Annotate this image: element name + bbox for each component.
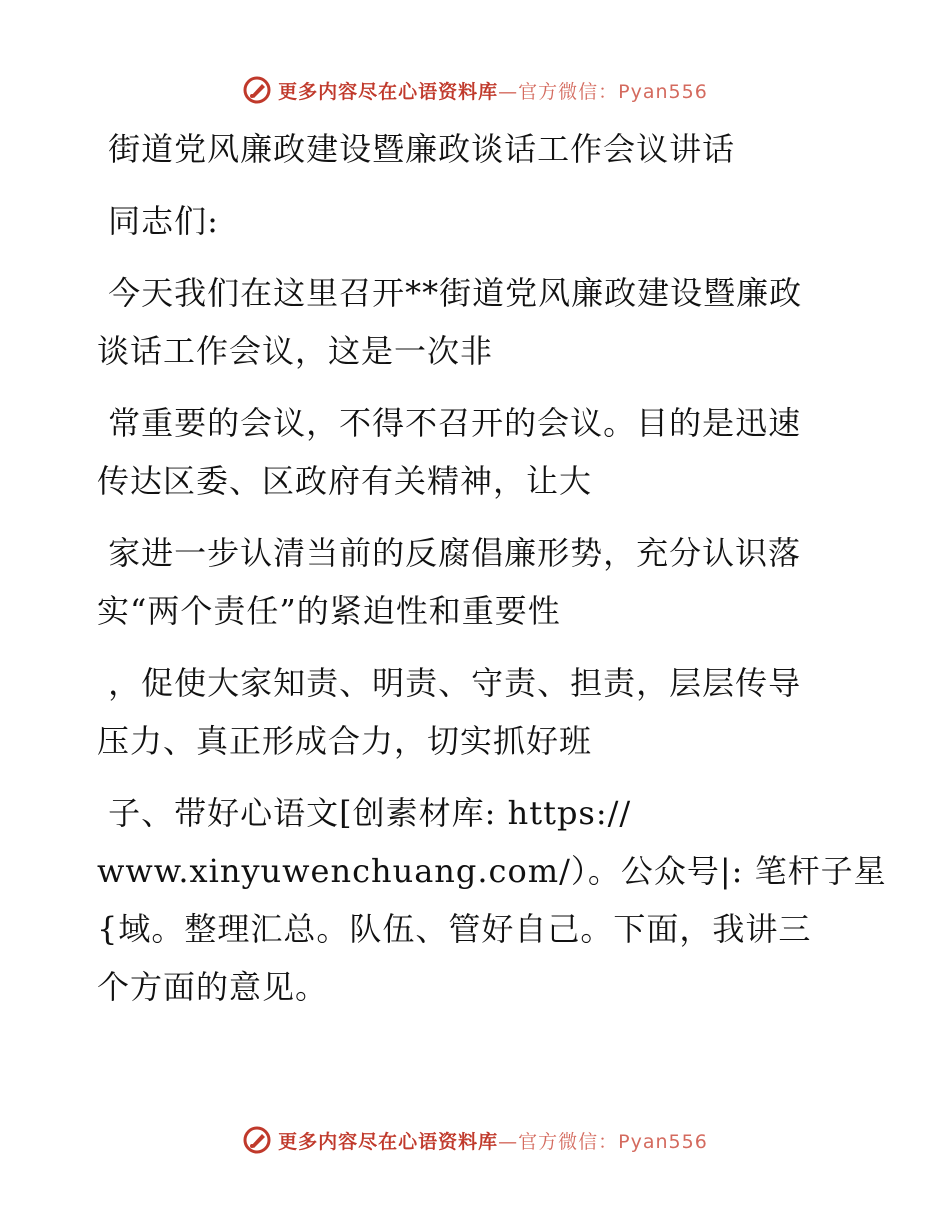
banner-text	[278, 77, 708, 104]
paragraph-line: {域。整理汇总。队伍、管好自己。下面，我讲三	[97, 910, 812, 948]
paragraph-line: 子、带好心语文[创素材库: https://	[97, 794, 632, 832]
paragraph-line: 谈话工作会议，这是一次非	[97, 332, 494, 370]
paragraph-line: 传达区委、区政府有关精神，让大	[97, 462, 593, 500]
paragraph-line: ，促使大家知责、明责、守责、担责，层层传导	[97, 664, 802, 702]
banner-suffix: —官方微信：Pyan556	[498, 1130, 708, 1153]
paragraph-line: 个方面的意见。	[97, 968, 329, 1006]
document-body	[97, 120, 887, 1016]
footer-banner	[0, 1120, 950, 1160]
banner-prefix: 更多内容尽在心语资料库	[278, 80, 499, 103]
header-banner	[0, 70, 950, 110]
brush-circle-icon	[242, 1125, 272, 1155]
banner-prefix: 更多内容尽在心语资料库	[278, 1130, 499, 1153]
paragraph-line: 今天我们在这里召开**街道党风廉政建设暨廉政	[97, 274, 803, 312]
brush-circle-icon	[242, 75, 272, 105]
paragraph-line: 家进一步认清当前的反腐倡廉形势，充分认识落	[97, 534, 802, 572]
paragraph-line: 常重要的会议，不得不召开的会议。目的是迅速	[97, 404, 802, 442]
banner-text	[278, 1127, 708, 1154]
paragraph-line: 实“两个责任”的紧迫性和重要性	[97, 592, 561, 630]
paragraph-line: www.xinyuwenchuang.com/）。公众号|: 笔杆子星	[97, 852, 887, 890]
banner-suffix: —官方微信：Pyan556	[498, 80, 708, 103]
salutation: 同志们:	[97, 202, 219, 240]
document-title: 街道党风廉政建设暨廉政谈话工作会议讲话	[97, 130, 736, 168]
paragraph-line: 压力、真正形成合力，切实抓好班	[97, 722, 593, 760]
